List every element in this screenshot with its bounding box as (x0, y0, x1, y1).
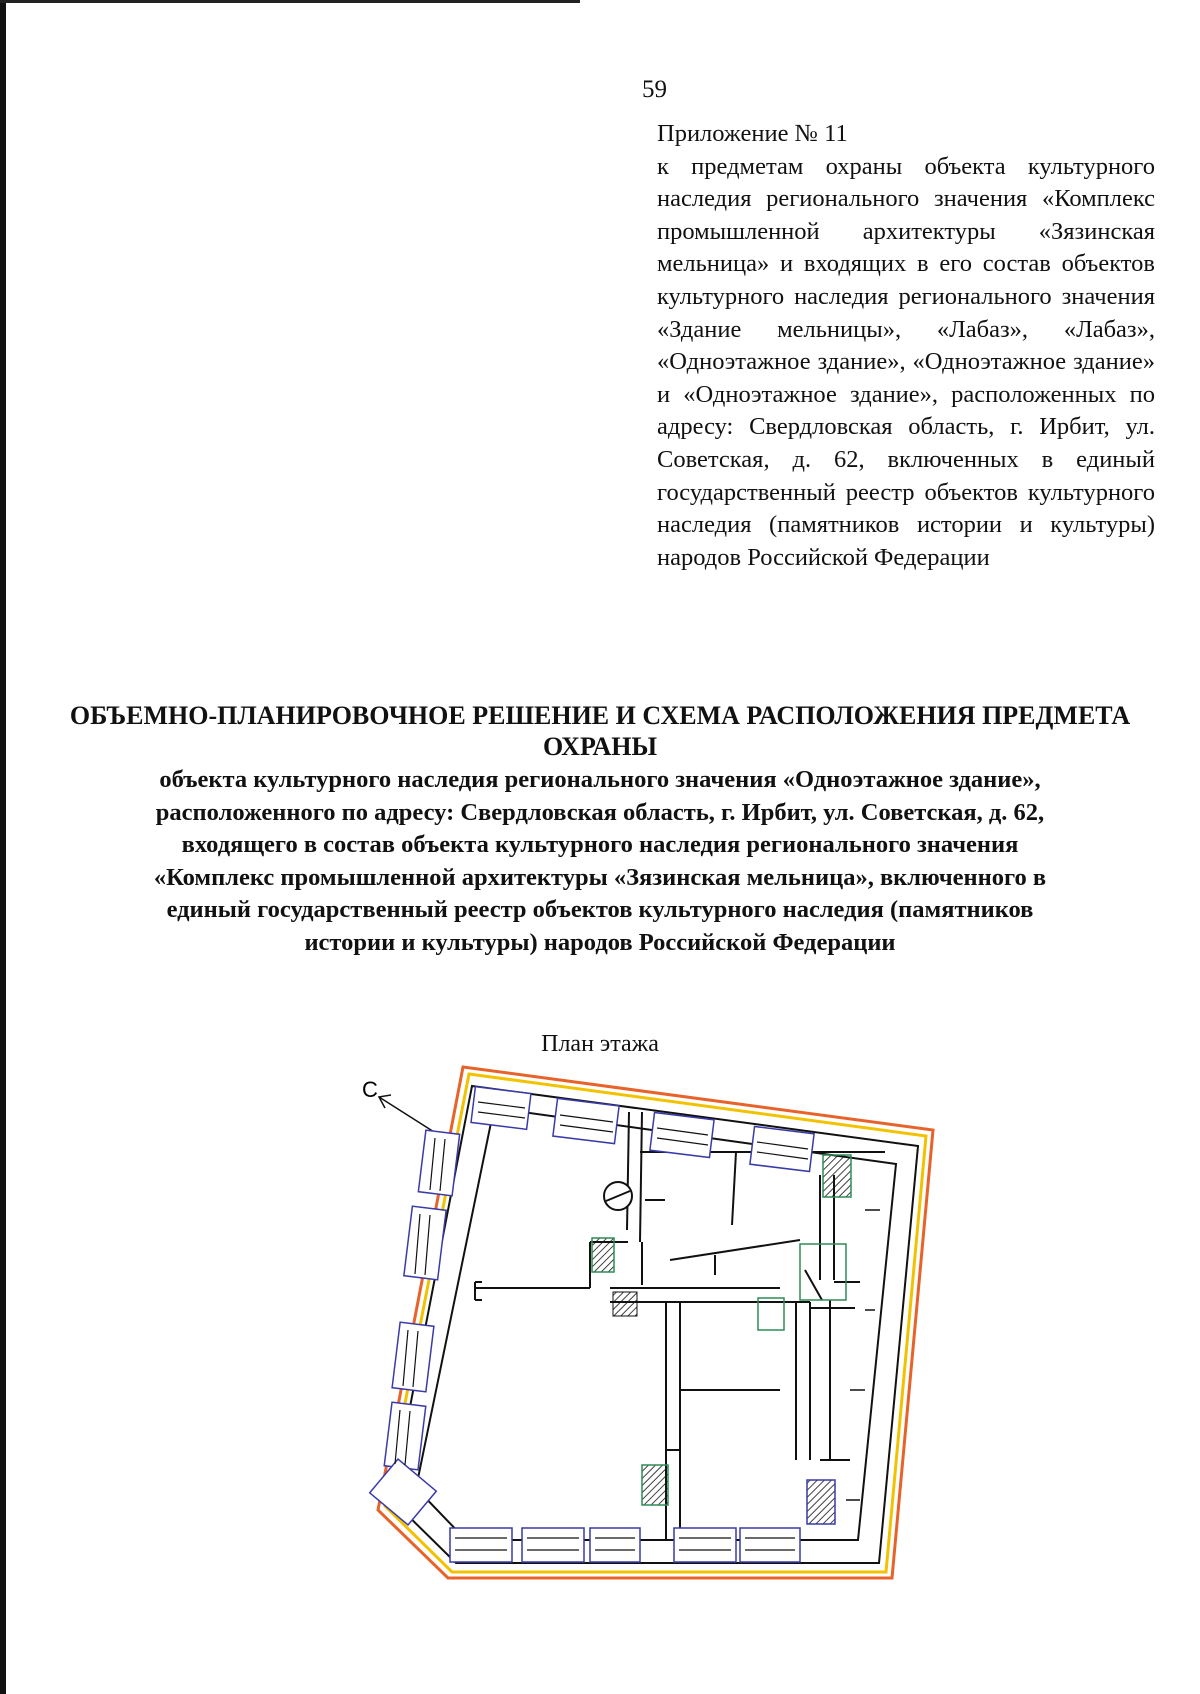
appendix-block (657, 118, 1155, 574)
hatched-opening (823, 1155, 851, 1197)
document-heading (60, 700, 1140, 959)
scan-left-edge (0, 0, 6, 1694)
north-label: С (362, 1077, 378, 1102)
hatched-opening (807, 1480, 835, 1524)
window (590, 1528, 640, 1562)
appendix-body: к предметам охраны объекта культурного наследия регионального значения «Комплекс промышленной архитектуры «Зязинская мельница» и входящих в его состав объектов культурного наследия регионального значения «Здание мельницы», «Лабаз», «Лабаз», «Одноэтажное здание», «Одноэтажное здание» и «Одноэтажное здание», расположенных по адресу: Свердловская область, г. Ирбит, ул. Советская, д. 62, включенных в единый государственный реестр объектов культурного наследия (памятников истории и культуры) народов Российской Федерации (657, 152, 1155, 571)
appendix-title: Приложение № 11 (657, 120, 848, 147)
heading-subtitle: объекта культурного наследия регионального значения «Одноэтажное здание», расположенного по адресу: Свердловская область, г. Ирбит, ул. Советская, д. 62, входящего в состав объекта культурного наследия регионального значения «Комплекс промышленной архитектуры «Зязинская мельница», включенного в единый государственный реестр объектов культурного наследия (памятников истории и культуры) народов Российской Федерации (153, 766, 1047, 956)
scan-top-edge (0, 0, 580, 3)
hatched-opening (592, 1238, 614, 1272)
floor-plan (360, 1060, 950, 1580)
window (418, 1130, 459, 1196)
window (740, 1528, 800, 1562)
hatched-opening (642, 1465, 668, 1505)
window (674, 1528, 736, 1562)
hatched-opening (613, 1292, 637, 1316)
plan-title: План этажа (541, 1031, 659, 1057)
window (522, 1528, 584, 1562)
heading-main: ОБЪЕМНО-ПЛАНИРОВОЧНОЕ РЕШЕНИЕ И СХЕМА РАСПОЛОЖЕНИЯ ПРЕДМЕТА ОХРАНЫ (69, 701, 1131, 761)
window (450, 1528, 512, 1562)
page-number: 59 (642, 76, 667, 103)
